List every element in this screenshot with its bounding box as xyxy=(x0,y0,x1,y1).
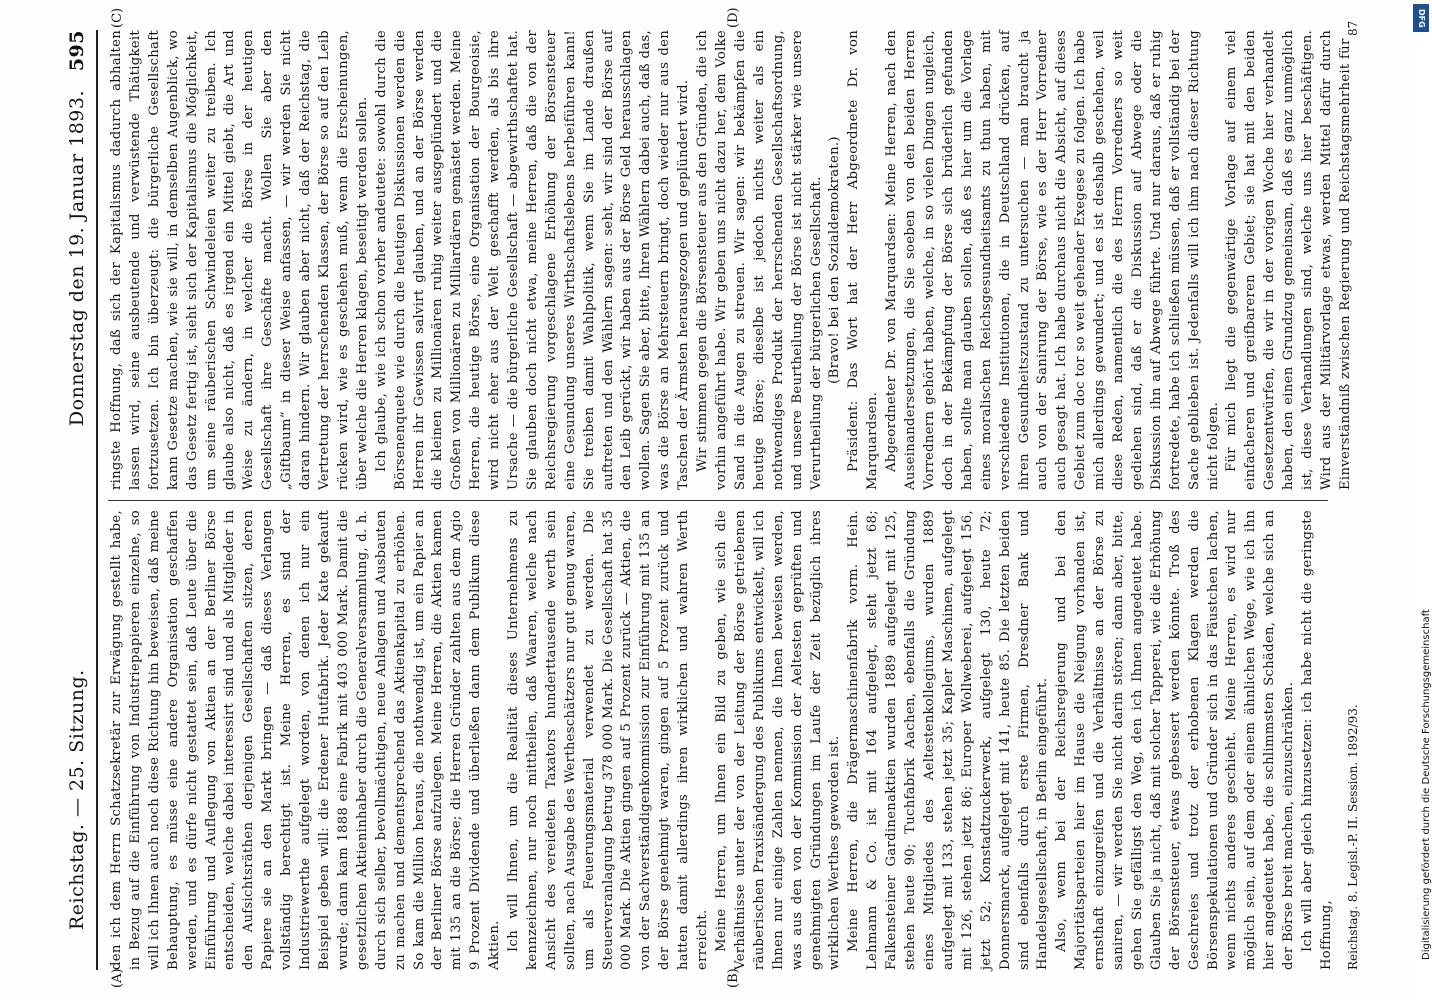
footer-number: 87 xyxy=(1346,20,1360,36)
page-number: 595 xyxy=(66,30,88,72)
speech-paragraph: Für mich liegt die gegenwärtige Vorlage auf einem viel einfacheren und greifbareren Gebiet; sie hat mit den beiden Gesetzentwürfen, die wir in der vorigen Woche hier verhandelt haben, den einen Grundzug gemeinsam, daß es ganz unmöglich ist, diese Verhandlungen sind, welche uns hier beschäftigen. Wird aus der Militärvorlage etwas, werden Mittel dafür durch Einverständniß zwischen Regierung und Reichstagsmehrheit für xyxy=(1224,30,1353,490)
dfg-notice: Digitalisierung gefördert durch die Deutsche Forschungsgemeinschaft xyxy=(1421,609,1432,960)
left-paragraph: Meine Herren, die Drägermaschinenfabrik vorm. Hein. Lehmann & Co. ist mit 164 aufgelegt, steht jetzt 68; Falkensteiner Gardinenaktien wurden 1889 aufgelegt mit 125, stehen heute 90; Tuchfabrik Aachen, ebenfalls die Gründung eines Mitgliedes des Aeltestenkollegiums, wurden 1889 aufgelegt mit 133, stehen jetzt 35; Kapler Maschinen, aufgelegt mit 126, stehen jetzt 86; Europer Wollweberei, aufgelegt 156, jetzt 52; Konstadtzuckerwerk, aufgelegt 130, heute 72; Donnersmarck, aufgelegt mit 141, heute 85. Die letzten beiden sind ebenfalls durch erste Firmen, Dresdner Bank und Handelsgesellschaft, in Berlin eingeführt. xyxy=(846,510,1051,970)
footer-session: Reichstag. 8. Legisl.-P. II. Session. 1892/93. xyxy=(1346,704,1360,970)
dfg-logo: DFG xyxy=(1413,4,1429,32)
applause-note: (Bravo! bei den Sozialdemokraten.) xyxy=(827,136,843,384)
header-date: Donnerstag den 19. Januar 1893. xyxy=(66,90,88,427)
left-paragraph: Ich will aber gleich hinzusetzen: ich habe nicht die geringste Hoffnung, xyxy=(1300,510,1334,970)
right-paragraph: ringste Hoffnung, daß sich der Kapitalismus dadurch abhalten lassen wird, seine ausbeutende und verwüstende Thätigkeit fortzusetzen. Ich bin überzeugt: die bürgerliche Gesellschaft kann Gesetze machen, wie sie will, in demselben Augenblick, wo das Gesetz fertig ist, sieht sich der Kapitalismus die Möglichkeit, um seine räuberischen Schwindeleien weiter zu treiben. Ich glaube also nicht, daß es irgend ein Mittel giebt, die Art und Weise zu ändern, in welcher die Börse in der heutigen Gesellschaft ihre Geschäfte macht. Wollen Sie aber den „Giftbaum“ in dieser Weise anfassen, — wir werden Sie nicht daran hindern. Wir glauben aber nicht, daß der Reichstag, die Vertretung der herrschenden Klassen, der Börse so auf den Leib rücken wird, wie es geschehen muß, wenn die Erscheinungen, über welche die Herren klagen, beseitigt werden sollen. xyxy=(109,30,370,490)
margin-marker-d: (D) xyxy=(726,7,741,28)
header-rule xyxy=(96,30,98,970)
president-statement: Präsident: Das Wort hat der Herr Abgeordnete Dr. von Marquardsen. xyxy=(846,30,881,490)
left-paragraph: Meine Herren, um Ihnen ein Bild zu geben, wie sich die Verhältnisse unter der von der Leitung der Börse getriebenen räuberischen Praxisändergung des Publikums entwickelt, will ich Ihnen nur einige Zahlen nennen, die Ihnen beweisen werden, was aus den von der Kommission der Aeltesten geprüften und genehmigten Gründungen im Laufe der Zeit bezüglich ihres wirklichen Werthes geworden ist. xyxy=(714,510,843,970)
column-divider xyxy=(108,500,1328,501)
right-paragraph: Wir stimmen gegen die Börsensteuer aus den Gründen, die ich vorhin angeführt habe. Wir geben uns nicht dazu her, dem Volke Sand in die Augen zu streuen. Wir sagen: wir bekämpfen die heutige Börse; dieselbe ist jedoch nichts weiter als ein nothwendiges Produkt der herrschenden Gesellschaftsordnung, und unsere Beurtheilung der Börse ist nicht stärker wie unsere Verurtheilung der bürgerlichen Gesellschaft. xyxy=(695,30,824,490)
right-column xyxy=(108,30,1353,490)
left-paragraph: Also, wenn bei der Reichsregierung und bei den Majoritätsparteien hier im Hause die Neigung vorhanden ist, ernsthaft einzugreifen und die Verhältnisse an der Börse zu saniren, — wir werden Sie nicht darin stören; dann aber, bitte, gehen Sie gefälligst den Weg, den ich Ihnen angedeutet habe. Glauben Sie ja nicht, daß mit solcher Tapperei, wie die Erhöhung der Börsensteuer, etwas gebessert werden könnte. Troß des Geschreies und trotz der erhobenen Klagen werden die Börsenspekulationen und Gründer sich in das Fäustchen lachen, wenn nichts anderes geschieht. Meine Herren, es wird nur möglich sein, auf dem oder einem ähnlichen Wege, wie ich ihn hier angedeutet habe, die schlimmsten Schäden, welche sich an der Börse breit machen, einzuschränken. xyxy=(1054,510,1297,970)
header-left: Reichstag. — 25. Sitzung. xyxy=(66,669,88,930)
margin-marker-b: (B) xyxy=(726,968,741,988)
left-paragraph: den ich dem Herrn Schatzsekretär zur Erwägung gestellt habe, in Bezug auf die Einführung von Industriepapieren einzelne, so will ich Ihnen auch noch diese Richtung hin beweisen, daß meine Behauptung, es müsse eine andere Organisation geschaffen werden, und es dürfe nicht gestattet sein, daß Leute über die Einführung und Auflegung von Aktien an der Berliner Börse entscheiden, welche dabei interessirt sind und als Mitglieder in den Aufsichtsräthen derjenigen Gesellschaften sitzen, deren Papiere sie an den Markt bringen — daß dieses Verlangen vollständig berechtigt ist. Meine Herren, es sind der Industriewerthe aufgelegt worden, von denen ich nur ein Beispiel geben will: die Erdener Hutfabrik. Jeder Kate gekauft wurde; dann kam 1888 eine Fabrik mit 403 000 Mark. Damit die gesetzlichen Aktieninhaber durch die Generalversammlung, d. h. durch sich selber, bevollmächtigen, neue Anlagen und Ausbauten zu machen und dementsprechend das Aktienkapital zu erhöhen. So kam die Million heraus, die nothwendig ist, um ein Papier an der Berliner Börse aufzulegen. Meine Herren, die Aktien kamen mit 135 an die Börse; die Herren Gründer zahlten aus dem Agio 9 Prozent Dividende und überließen dann dem Publikum diese Aktien. xyxy=(109,510,503,970)
left-paragraph: Ich will Ihnen, um die Realität dieses Unternehmens zu kennzeichnen, nur noch mittheilen, daß Waaren, welche nach Ansicht des vereideten Taxators hunderttausende werth sein sollten, nach Ausgabe des Wertheschätzers nur gut genug waren, um als Feuerungsmaterial verwendet zu werden. Die Steuerveranlagung betrug 378 000 Mark. Die Gesellschaft hat 35 000 Mark. Die Aktien gingen auf 5 Prozent zurück — Aktien, die von der Sachverständigenkommission zur Einführung mit 135 an der Börse genehmigt waren, gingen auf 5 Prozent zurück und hatten damit allerdings ihren wirklichen und wahren Werth erreicht. xyxy=(506,510,711,970)
page-header xyxy=(60,30,100,970)
left-column xyxy=(108,510,1343,970)
right-paragraph: Ich glaube, wie ich schon vorher andeutete: sowohl durch die Börsenenquete wie durch die heutigen Diskussionen werden die Herren ihr Gewissen salvirt glauben, und an der Börse werden die kleinen zu Millionären ruhig weiter ausgeplündert und die Großen von Millionären zu Milliardären gemästet werden. Meine Herren, die heutige Börse, eine Organisation der Bourgeoisie, wird nicht eher aus der Welt geschafft werden, als bis ihre Ursache — die bürgerliche Gesellschaft — abgewirthschaftet hat. Sie glauben doch nicht etwa, meine Herren, daß die von der Reichsregierung vorgeschlagene Erhöhung der Börsensteuer eine Gesundung unseres Wirthschaftslebens herbeiführen kann! Sie treiben damit Wahlpolitik, wenn Sie im Lande draußen auftreten und den Wählern sagen: seht, wir sind der Börse auf den Leib gerückt, wir haben aus der Börse Geld herausschlagen wollen. Sagen Sie aber, bitte, Ihren Wählern dabei auch, daß das, was die Börse an Mehrsteuern bringt, doch wieder nur aus den Taschen der Ärmsten herausgezogen und geplündert wird. xyxy=(373,30,692,490)
margin-marker-c: (C) xyxy=(110,7,125,28)
speech-paragraph: Abgeordneter Dr. von Marquardsen: Meine Herren, nach den Auseinandersetzungen, die Sie soeben von den beiden Herren Vorrednern gehört haben, welche, in so vielen Dingen ungleich, doch in der Bekämpfung der Börse sich brüderlich gefunden haben, sollte man glauben sollen, daß es hier um die Vorlage eines moralischen Reichsgesundheitsamts zu thun haben, mit verschiedene Institutionen, die in Deutschland drücken, auf ihren Gesundheitszustand zu untersuchen — man braucht ja auch von der Sanirung der Börse, wie es der Herr Vorredner auch gesagt hat. Ich habe durchaus nicht die Absicht, auf dieses Gebiet zum doc tor so weit gehender Exegese zu folgen. Ich habe mich allerdings gewundert; und es ist deshalb geschehen, weil diese Reden, namentlich die des Herrn Vorredners so weit gediehen sind, daß er die Diskussion auf Abwege oder die Diskussion ihn auf Abwege führte. Und nur daraus, daß er ruhig fortredete, habe ich schließen müssen, daß er vollständig bei der Sache geblieben ist. Jedenfalls will ich ihm nach dieser Richtung nicht folgen. xyxy=(884,30,1221,490)
rotated-page xyxy=(46,7,1386,990)
margin-marker-a: (A) xyxy=(110,968,125,988)
